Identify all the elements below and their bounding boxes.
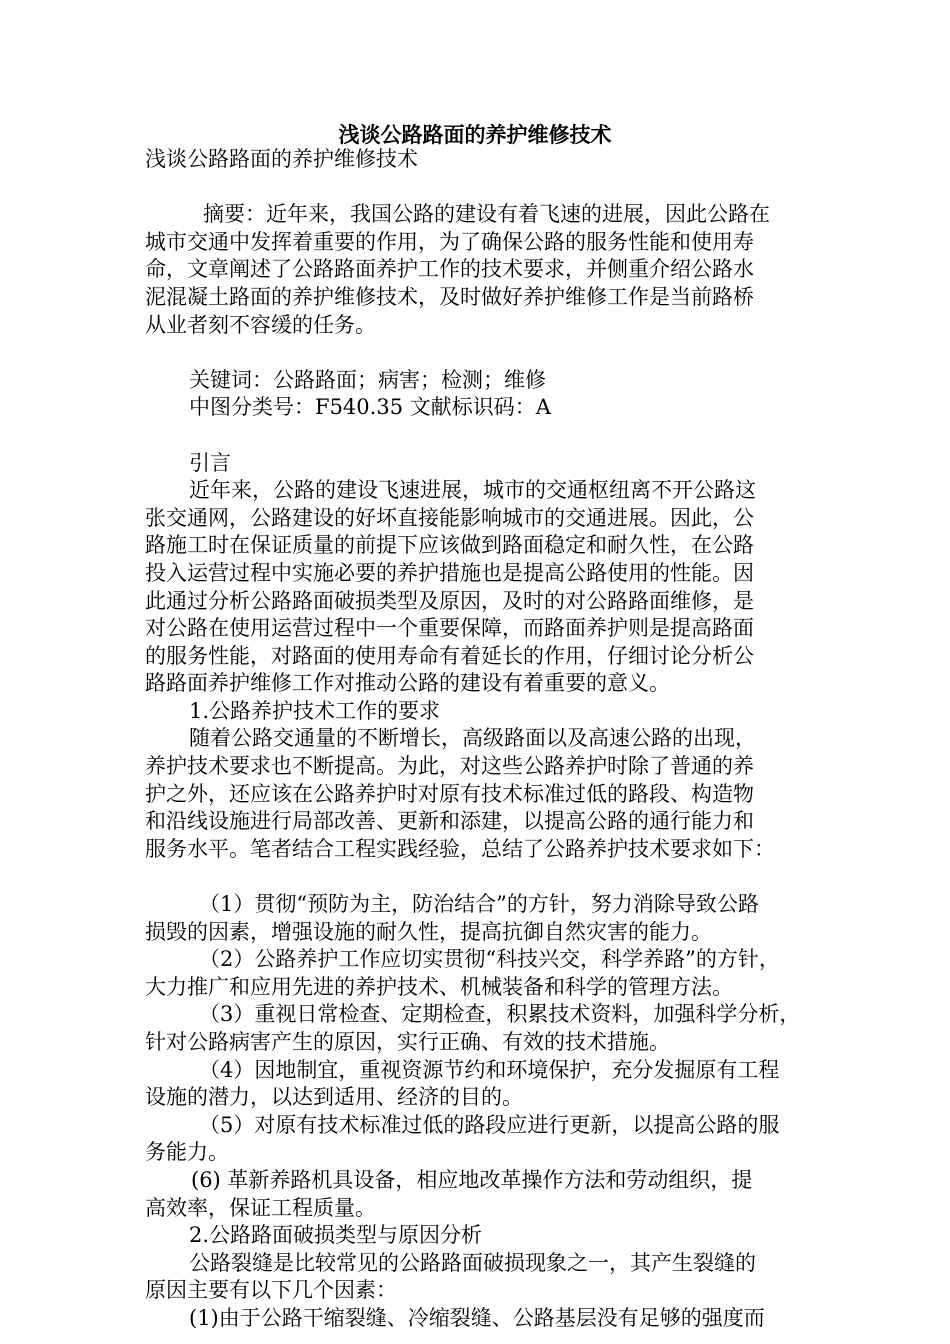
abstract-line: 摘要：近年来，我国公路的建设有着飞速的进展，因此公路在 [203, 202, 770, 227]
intro-line: 投入运营过程中实施必要的养护措施也是提高公路使用的性能。因 [145, 560, 754, 585]
section1-heading: 1.公路养护技术工作的要求 [189, 698, 441, 723]
abstract-line: 城市交通中发挥着重要的作用，为了确保公路的服务性能和使用寿 [145, 229, 754, 254]
section1-line: 和沿线设施进行局部改善、更新和添建，以提高公路的通行能力和 [145, 809, 754, 834]
requirement-2-line: 大力推广和应用先进的养护技术、机械装备和科学的管理方法。 [145, 974, 733, 999]
section2-line: 原因主要有以下几个因素： [145, 1278, 397, 1303]
requirement-3-line: 针对公路病害产生的原因，实行正确、有效的技术措施。 [145, 1030, 670, 1054]
keywords-line: 关键词：公路路面；病害；检测；维修 [189, 367, 546, 392]
intro-line: 近年来，公路的建设飞速进展，城市的交通枢纽离不开公路这 [189, 478, 756, 503]
intro-line: 张交通网，公路建设的好坏直接能影响城市的交通进展。因此，公 [145, 505, 754, 530]
spacer [145, 863, 813, 891]
requirement-3-line: （3）重视日常检查、定期检查，积累技术资料，加强科学分析， [199, 1002, 801, 1027]
requirement-5-line: （5）对原有技术标准过低的路段应进行更新，以提高公路的服 [199, 1112, 780, 1137]
section2-heading: 2.公路路面破损类型与原因分析 [189, 1223, 483, 1248]
section1-line: 养护技术要求也不断提高。为此，对这些公路养护时除了普通的养 [145, 754, 754, 779]
section1-line: 服务水平。笔者结合工程实践经验，总结了公路养护技术要求如下： [145, 836, 775, 861]
abstract-line: 泥混凝土路面的养护维修技术，及时做好养护维修工作是当前路桥 [145, 284, 754, 309]
requirement-5-line: 务能力。 [145, 1140, 229, 1165]
intro-line: 的服务性能，对路面的使用寿命有着延长的作用，仔细讨论分析公 [145, 643, 754, 668]
spacer [145, 422, 813, 450]
intro-line: 对公路在使用运营过程中一个重要保障，而路面养护则是提高路面 [145, 616, 754, 641]
intro-line: 路施工时在保证质量的前提下应该做到路面稳定和耐久性，在公路 [145, 533, 754, 558]
requirement-4-line: （4）因地制宜，重视资源节约和环境保护，充分发掘原有工程 [199, 1057, 780, 1082]
intro-line: 路路面养护维修工作对推动公路的建设有着重要的意义。 [145, 671, 670, 696]
classification-line: 中图分类号：F540.35 文献标识码：A [189, 395, 551, 420]
requirement-2-line: （2）公路养护工作应切实贯彻“科技兴交，科学养路”的方针， [199, 947, 780, 972]
section1-line: 随着公路交通量的不断增长，高级路面以及高速公路的出现， [189, 726, 756, 751]
cause-1-line: (1)由于公路干缩裂缝、冷缩裂缝、公路基层没有足够的强度而 [189, 1305, 765, 1330]
intro-line: 此通过分析公路路面破损类型及原因，及时的对公路路面维修，是 [145, 588, 754, 613]
section2-line: 公路裂缝是比较常见的公路路面破损现象之一，其产生裂缝的 [189, 1250, 756, 1275]
document-subtitle: 浅谈公路路面的养护维修技术 [145, 147, 418, 171]
requirement-4-line: 设施的潜力，以达到适用、经济的目的。 [145, 1085, 523, 1110]
document-body [145, 146, 813, 1333]
document-title: 浅谈公路路面的养护维修技术 [338, 123, 612, 147]
spacer [145, 339, 813, 367]
intro-heading: 引言 [189, 450, 231, 475]
requirement-1-line: 损毁的因素，增强设施的耐久性，提高抗御自然灾害的能力。 [145, 919, 712, 944]
abstract-line: 从业者刻不容缓的任务。 [145, 312, 376, 337]
spacer [145, 174, 813, 202]
requirement-6-line: (6) 革新养路机具设备，相应地改革操作方法和劳动组织，提 [191, 1167, 753, 1192]
section1-line: 护之外，还应该在公路养护时对原有技术标准过低的路段、构造物 [145, 781, 754, 806]
abstract-line: 命，文章阐述了公路路面养护工作的技术要求，并侧重介绍公路水 [145, 257, 754, 282]
requirement-1-line: （1）贯彻“预防为主，防治结合”的方针，努力消除导致公路 [199, 892, 759, 917]
requirement-6-line: 高效率，保证工程质量。 [145, 1195, 376, 1220]
